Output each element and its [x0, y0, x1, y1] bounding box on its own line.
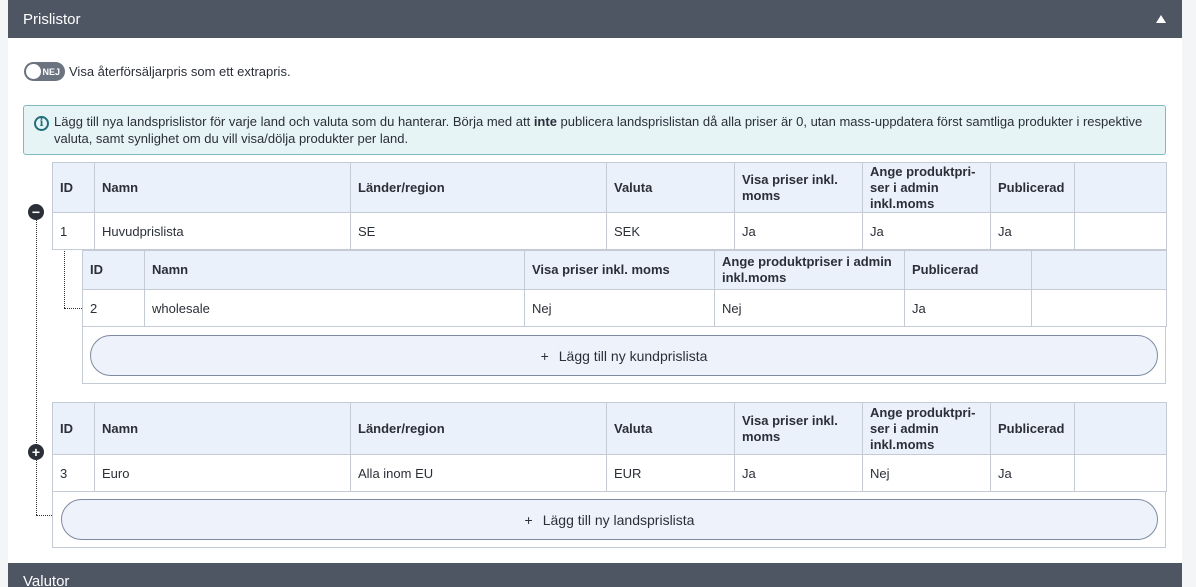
column-header: Ange produktpriser i admin inkl.moms	[715, 251, 905, 290]
column-header: Valuta	[607, 403, 735, 455]
column-header: Namn	[95, 403, 351, 455]
tree-connector	[36, 515, 52, 516]
table-header-row	[53, 163, 1167, 213]
cell-region: SE	[351, 213, 607, 250]
collapse-icon[interactable]: −	[28, 204, 44, 220]
info-text-before: Lägg till nya landsprislistor för varje land och valuta som du hanterar. Börja med att	[54, 114, 534, 129]
column-header: Länder/region	[351, 163, 607, 213]
column-header	[1075, 163, 1167, 213]
cell-name: wholesale	[145, 290, 525, 327]
section-title: Prislistor	[23, 10, 81, 28]
column-header: Publicerad	[905, 251, 1032, 290]
cell-actions	[1075, 455, 1167, 492]
cell-name: Euro	[95, 455, 351, 492]
cell-admin-vat: Ja	[863, 213, 991, 250]
cell-published: Ja	[991, 213, 1075, 250]
column-header: ID	[53, 403, 95, 455]
cell-actions	[1032, 290, 1167, 327]
customer-pricelist-table	[82, 250, 1167, 327]
column-header: Ange produktpri-ser i admin inkl.moms	[863, 163, 991, 213]
reseller-price-toggle-row	[24, 62, 291, 81]
country-pricelist-table	[52, 402, 1167, 492]
column-header	[1075, 403, 1167, 455]
toggle-knob	[26, 64, 41, 79]
cell-admin-vat: Nej	[715, 290, 905, 327]
cell-currency: SEK	[607, 213, 735, 250]
cell-actions	[1075, 213, 1167, 250]
info-text-bold: inte	[533, 114, 557, 129]
tree-connector	[36, 219, 37, 515]
column-header: Publicerad	[991, 403, 1075, 455]
prislistor-panel	[8, 38, 1182, 563]
info-box	[23, 105, 1166, 155]
column-header: Visa priser inkl. moms	[735, 403, 863, 455]
add-customer-pricelist-button[interactable]	[90, 335, 1158, 376]
table-header-row	[53, 403, 1167, 455]
toggle-state: NEJ	[42, 66, 60, 77]
cell-show-vat: Nej	[525, 290, 715, 327]
cell-published: Ja	[991, 455, 1075, 492]
column-header: Namn	[95, 163, 351, 213]
column-header: Länder/region	[351, 403, 607, 455]
table-row[interactable]	[83, 290, 1167, 327]
cell-id: 1	[53, 213, 95, 250]
cell-id: 3	[53, 455, 95, 492]
plus-icon: +	[540, 347, 549, 364]
table-row[interactable]	[53, 455, 1167, 492]
button-label: Lägg till ny kundprislista	[558, 347, 708, 364]
table-row[interactable]	[53, 213, 1167, 250]
column-header: ID	[83, 251, 145, 290]
column-header: Publicerad	[991, 163, 1075, 213]
cell-id: 2	[83, 290, 145, 327]
cell-currency: EUR	[607, 455, 735, 492]
column-header: Namn	[145, 251, 525, 290]
button-label: Lägg till ny landsprislista	[542, 511, 695, 528]
info-text-after: publicera landsprislistan då alla priser är 0, utan mass-uppdatera först samtliga produkter i respektive valuta, samt synlighet om du vill visa/dölja produkter per land.	[54, 114, 1143, 146]
column-header: Visa priser inkl. moms	[525, 251, 715, 290]
plus-icon: +	[524, 511, 533, 528]
column-header: Ange produktpri-ser i admin inkl.moms	[863, 403, 991, 455]
info-icon: i	[34, 116, 49, 131]
column-header: Visa priser inkl. moms	[735, 163, 863, 213]
collapse-caret-icon[interactable]	[1156, 15, 1166, 23]
reseller-price-toggle[interactable]	[24, 62, 65, 81]
valutor-header[interactable]	[8, 563, 1182, 587]
expand-icon[interactable]: +	[28, 444, 44, 460]
cell-region: Alla inom EU	[351, 455, 607, 492]
cell-show-vat: Ja	[735, 455, 863, 492]
section-title: Valutor	[23, 573, 70, 587]
cell-admin-vat: Nej	[863, 455, 991, 492]
toggle-label: Visa återförsäljarpris som ett extrapris.	[69, 64, 291, 79]
country-pricelist-table	[52, 162, 1167, 250]
column-header	[1032, 251, 1167, 290]
cell-published: Ja	[905, 290, 1032, 327]
tree-connector	[64, 308, 82, 309]
column-header: Valuta	[607, 163, 735, 213]
add-country-pricelist-button[interactable]	[61, 499, 1158, 540]
table-header-row	[83, 251, 1167, 290]
cell-name: Huvudprislista	[95, 213, 351, 250]
column-header: ID	[53, 163, 95, 213]
cell-show-vat: Ja	[735, 213, 863, 250]
prislistor-header[interactable]	[8, 0, 1182, 38]
